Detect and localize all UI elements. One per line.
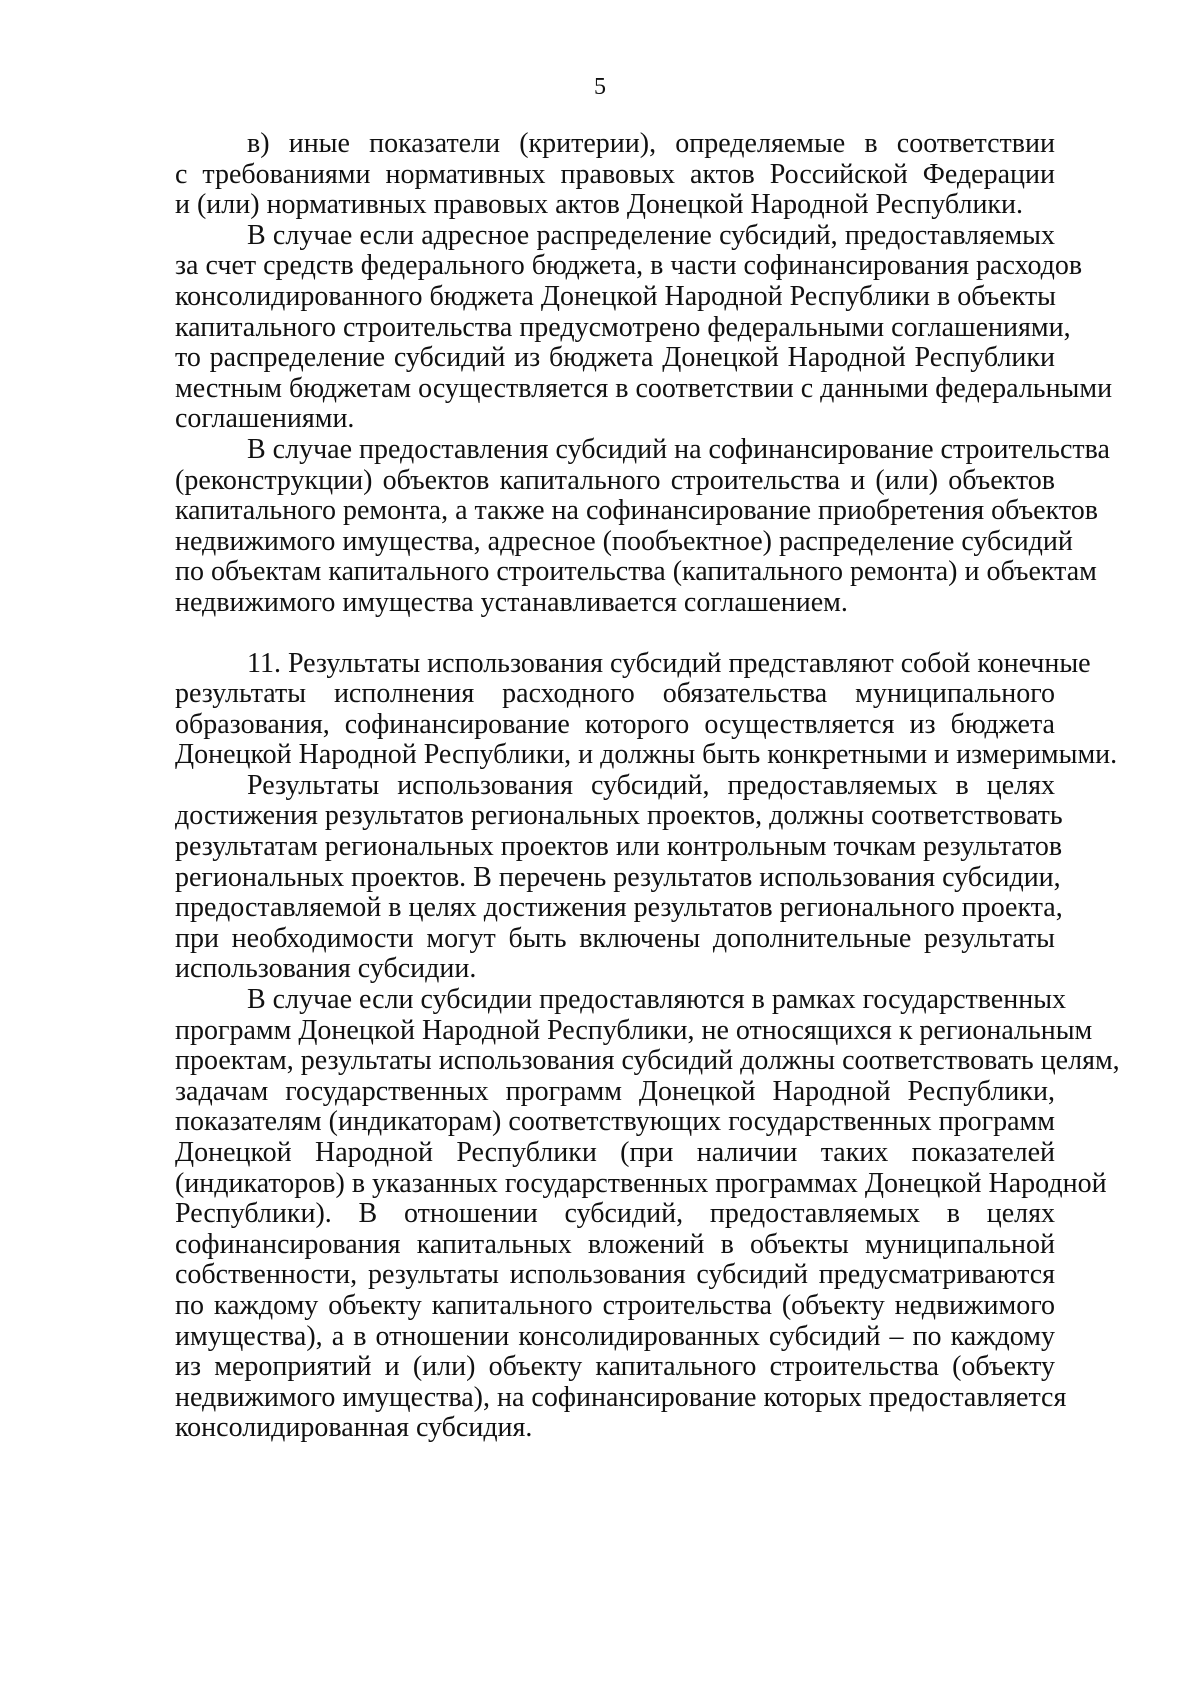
paragraph-spacer bbox=[175, 619, 1055, 649]
text-line: собственности, результаты использования субсидий предусматриваются bbox=[175, 1259, 1055, 1291]
text-line: за счет средств федерального бюджета, в части софинансирования расходов bbox=[175, 250, 1083, 282]
para-v-other-indicators bbox=[175, 129, 1055, 221]
text-line: Результаты использования субсидий, предоставляемых в целях bbox=[247, 769, 1055, 801]
text-line: Донецкой Народной Республики, и должны быть конкретными и измеримыми. bbox=[175, 739, 1118, 771]
document-body bbox=[175, 128, 1120, 1444]
text-line: 11. Результаты использования субсидий представляют собой конечные bbox=[247, 647, 1091, 679]
text-line: Республики). В отношении субсидий, предоставляемых в целях bbox=[175, 1198, 1055, 1230]
text-line: недвижимого имущества, адресное (пообъектное) распределение субсидий bbox=[175, 525, 1073, 557]
text-line: консолидированная субсидия. bbox=[175, 1412, 533, 1444]
para-regional-projects bbox=[175, 769, 1063, 985]
page-number: 5 bbox=[594, 74, 606, 100]
text-line: в) иные показатели (критерии), определяемые в соответствии bbox=[247, 128, 1055, 159]
text-line: региональных проектов. В перечень результатов использования субсидии, bbox=[175, 861, 1061, 893]
para-11-results bbox=[175, 647, 1118, 771]
text-line: имущества), а в отношении консолидированных субсидий – по каждому bbox=[175, 1320, 1055, 1352]
text-line: капитального ремонта, а также на софинансирование приобретения объектов bbox=[175, 495, 1098, 527]
text-line: В случае если адресное распределение субсидий, предоставляемых bbox=[247, 219, 1055, 251]
text-line: по каждому объекту капитального строительства (объекту недвижимого bbox=[175, 1289, 1055, 1321]
text-line: (индикаторов) в указанных государственных программах Донецкой Народной bbox=[175, 1167, 1107, 1199]
text-line: показателям (индикаторам) соответствующих государственных программ bbox=[175, 1106, 1055, 1138]
text-line: В случае если субсидии предоставляются в рамках государственных bbox=[247, 984, 1066, 1016]
text-line: В случае предоставления субсидий на софинансирование строительства bbox=[247, 433, 1110, 465]
text-line: то распределение субсидий из бюджета Донецкой Народной Республики bbox=[175, 342, 1055, 374]
text-line: результатам региональных проектов или контрольным точкам результатов bbox=[175, 831, 1063, 863]
text-line: Донецкой Народной Республики (при наличии таких показателей bbox=[175, 1137, 1055, 1168]
text-line: достижения результатов региональных проектов, должны соответствовать bbox=[175, 800, 1063, 832]
text-line: при необходимости могут быть включены дополнительные результаты bbox=[175, 922, 1055, 954]
text-line: капитального строительства предусмотрено федеральными соглашениями, bbox=[175, 311, 1071, 343]
para-state-programs bbox=[175, 984, 1120, 1444]
text-line: задачам государственных программ Донецкой Народной Республики, bbox=[175, 1075, 1055, 1107]
text-line: по объектам капитального строительства (капитального ремонта) и объектам bbox=[175, 556, 1097, 588]
text-line: программ Донецкой Народной Республики, не относящихся к региональным bbox=[175, 1014, 1093, 1046]
text-line: проектам, результаты использования субсидий должны соответствовать целям, bbox=[175, 1045, 1120, 1077]
text-line: образования, софинансирование которого осуществляется из бюджета bbox=[175, 708, 1055, 740]
text-line: использования субсидии. bbox=[175, 953, 477, 985]
text-line: недвижимого имущества), на софинансирование которых предоставляется bbox=[175, 1381, 1067, 1413]
text-line: местным бюджетам осуществляется в соответствии с данными федеральными bbox=[175, 372, 1113, 404]
text-line: предоставляемой в целях достижения результатов регионального проекта, bbox=[175, 892, 1063, 924]
text-line: недвижимого имущества устанавливается соглашением. bbox=[175, 586, 848, 618]
para-cofinancing-construction bbox=[175, 433, 1110, 619]
text-line: результаты исполнения расходного обязательства муниципального bbox=[175, 678, 1055, 710]
text-line: (реконструкции) объектов капитального строительства и (или) объектов bbox=[175, 464, 1055, 496]
text-line: соглашениями. bbox=[175, 403, 355, 435]
para-address-distribution bbox=[175, 219, 1113, 435]
text-line: с требованиями нормативных правовых актов Российской Федерации bbox=[175, 158, 1055, 190]
text-line: из мероприятий и (или) объекту капитального строительства (объекту bbox=[175, 1351, 1055, 1383]
text-line: и (или) нормативных правовых актов Донецкой Народной Республики. bbox=[175, 189, 1024, 221]
text-line: консолидированного бюджета Донецкой Народной Республики в объекты bbox=[175, 280, 1056, 312]
text-line: софинансирования капитальных вложений в объекты муниципальной bbox=[175, 1228, 1055, 1260]
